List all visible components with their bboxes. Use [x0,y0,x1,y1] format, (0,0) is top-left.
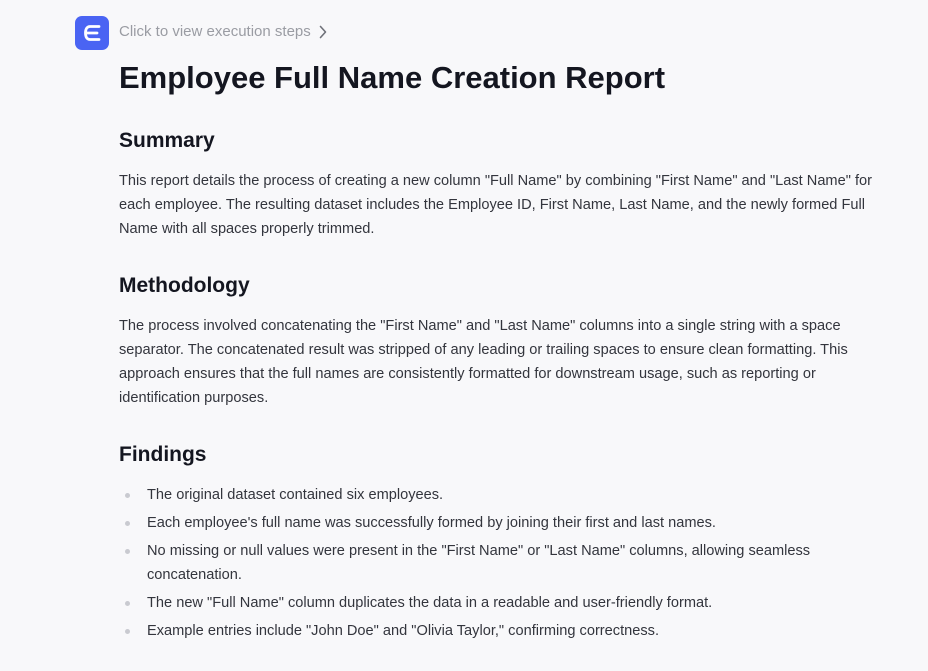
report-content [119,58,889,647]
chevron-right-icon [319,25,327,39]
findings-item-text: No missing or null values were present in the "First Name" or "Last Name" columns, allowing seamless concatenation. [147,543,811,583]
findings-list-item [119,619,889,643]
app-logo-icon [75,16,109,50]
summary-heading: Summary [119,129,215,152]
bullet-icon [125,521,130,526]
bullet-icon [125,629,130,634]
findings-item-text: The original dataset contained six employees. [147,487,444,503]
findings-heading: Findings [119,443,207,466]
findings-item-text: Each employee's full name was successfully formed by joining their first and last names. [147,515,716,531]
bullet-icon [125,493,130,498]
e-logo-glyph [80,21,104,45]
methodology-heading: Methodology [119,274,250,297]
methodology-paragraph: The process involved concatenating the "First Name" and "Last Name" columns into a single string with a space separator. The concatenated result was stripped of any leading or trailing spaces to ensure clean formatting. This approach ensures that the full names are consistently formatted for downstream usage, such as reporting or identification purposes. [119,318,848,406]
exec-link-label: Click to view execution steps [119,23,311,40]
findings-list-item [119,539,889,587]
bullet-icon [125,601,130,606]
findings-list-item [119,591,889,615]
summary-paragraph: This report details the process of creating a new column "Full Name" by combining "First Name" and "Last Name" for each employee. The resulting dataset includes the Employee ID, First Name, Last Name, and the newly formed Full Name with all spaces properly trimmed. [119,173,872,237]
findings-list [119,483,889,643]
findings-item-text: Example entries include "John Doe" and "Olivia Taylor," confirming correctness. [147,623,660,639]
report-title: Employee Full Name Creation Report [119,60,666,95]
findings-item-text: The new "Full Name" column duplicates the data in a readable and user-friendly format. [147,595,713,611]
view-execution-steps-link[interactable] [119,23,327,40]
bullet-icon [125,549,130,554]
findings-list-item [119,483,889,507]
findings-list-item [119,511,889,535]
